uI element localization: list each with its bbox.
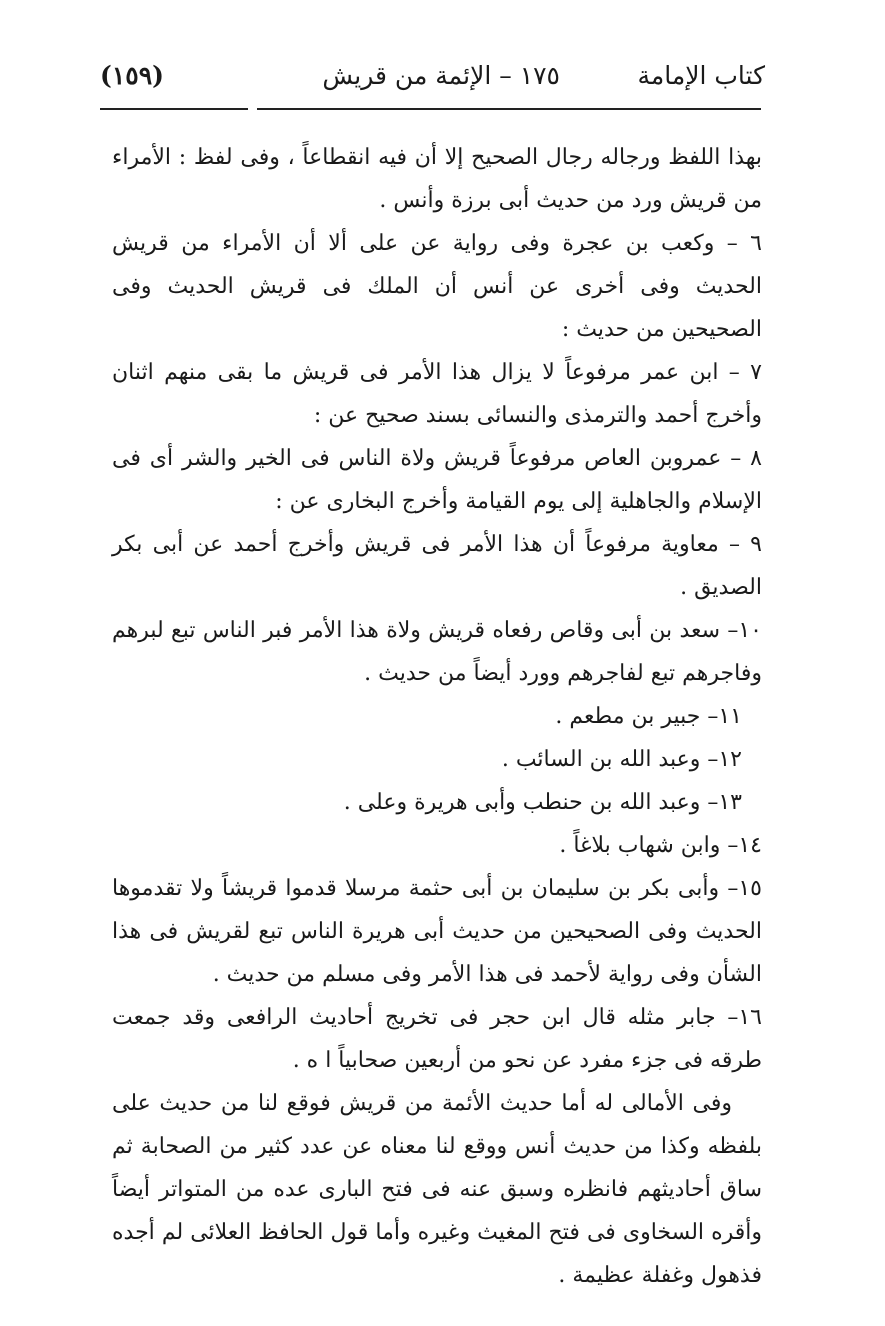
paragraph-item-16: ١٦– جابر مثله قال ابن حجر فى تخريج أحاديث الرافعى وقد جمعت طرقه فى جزء مفرد عن نحو من أربعين صحابياً ا ه . [112, 1005, 762, 1073]
paragraph-item-6: ٦ – وكعب بن عجرة وفى رواية عن على ألا أن الأمراء من قريش الحديث وفى أخرى عن أنس أن الملك فى قريش الحديث وفى الصحيحين من حديث : [112, 231, 762, 342]
paragraph-item-15: ١٥– وأبى بكر بن سليمان بن أبى حثمة مرسلا قدموا قريشاً ولا تقدموها الحديث وفى الصحيحين من حديث أبى هريرة الناس تبع لقريش فى هذا الشأن وفى رواية لأحمد فى هذا الأمر وفى مسلم من حديث . [112, 876, 762, 987]
header-rule-short [100, 108, 248, 110]
chapter-title: ١٧٥ – الإئمة من قريش [322, 61, 560, 90]
paragraph-item-7: ٧ – ابن عمر مرفوعاً لا يزال هذا الأمر فى قريش ما بقى منهم اثنان وأخرج أحمد والترمذى والنسائى بسند صحيح عن : [112, 360, 762, 428]
paragraph-item-10: ١٠– سعد بن أبى وقاص رفعاه قريش ولاة هذا الأمر فبر الناس تبع لبرهم وفاجرهم تبع لفاجرهم وورد أيضاً من حديث . [112, 618, 762, 686]
running-header [100, 56, 765, 96]
paragraph-item-12: ١٢– وعبد الله بن السائب . [501, 747, 742, 772]
main-text [112, 136, 762, 1297]
header-rule [257, 108, 761, 110]
paragraph-amali: وفى الأمالى له أما حديث الأئمة من قريش فوقع لنا من حديث على بلفظه وكذا من حديث أنس ووقع لنا معناه عن عدد كثير من الصحابة ثم ساق أحاديثهم فانظره وسبق عنه فى فتح البارى عده من المتواتر أيضاً وأقره السخاوى فى فتح المغيث وغيره وأما قول الحافظ العلائى لم أجده فذهول وغفلة عظيمة . [112, 1091, 762, 1288]
paragraph: بهذا اللفظ ورجاله رجال الصحيح إلا أن فيه انقطاعاً ، وفى لفظ : الأمراء من قريش ورد من حديث أبى برزة وأنس . [112, 145, 762, 213]
paragraph-item-9: ٩ – معاوية مرفوعاً أن هذا الأمر فى قريش وأخرج أحمد عن أبى بكر الصديق . [112, 532, 762, 600]
book-title: كتاب الإمامة [637, 61, 765, 90]
paragraph-item-14: ١٤– وابن شهاب بلاغاً . [559, 833, 762, 858]
paragraph-item-8: ٨ – عمروبن العاص مرفوعاً قريش ولاة الناس فى الخير والشر أى فى الإسلام والجاهلية إلى يوم القيامة وأخرج البخارى عن : [112, 446, 762, 514]
paragraph-item-11: ١١– جبير بن مطعم . [555, 704, 742, 729]
page-number: (١٥٩) [100, 61, 164, 90]
paragraph-item-13: ١٣– وعبد الله بن حنطب وأبى هريرة وعلى . [343, 790, 742, 815]
